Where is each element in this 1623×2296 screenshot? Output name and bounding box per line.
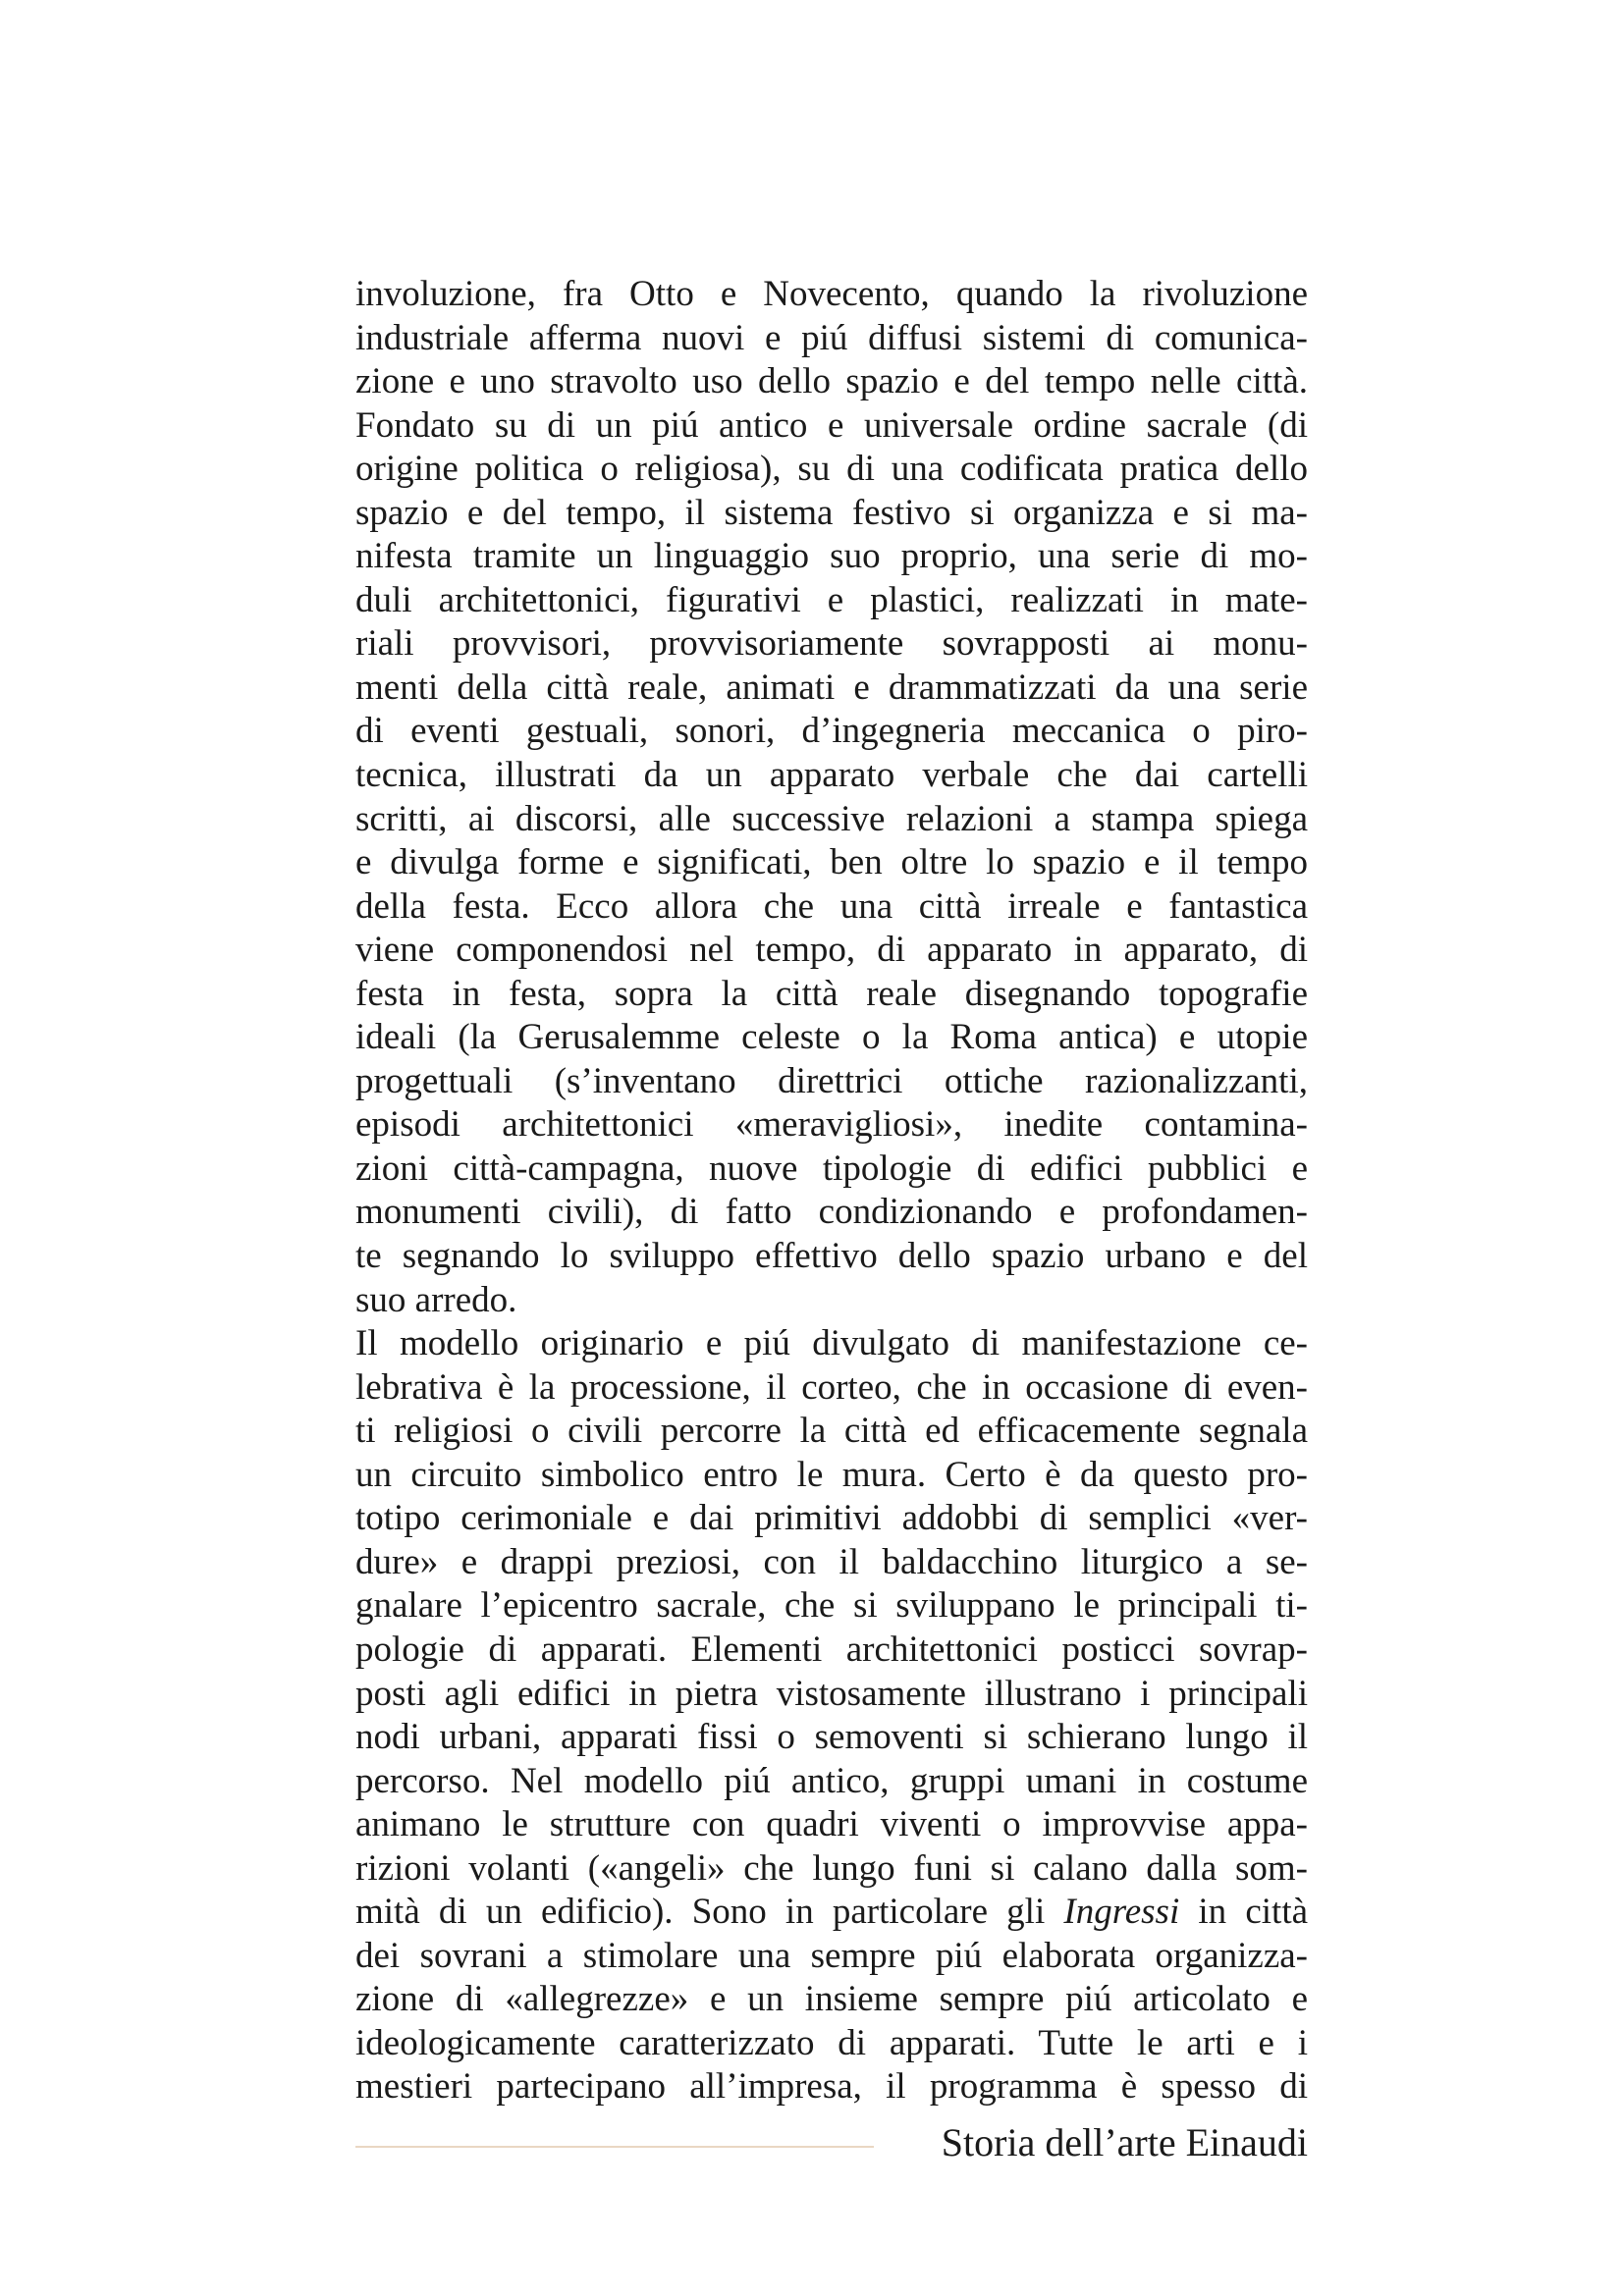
italic-term: Ingressi — [1063, 1892, 1180, 1933]
text-line: gnalare l’epicentro sacrale, che si sviluppano le principali ti- — [355, 1585, 1308, 1627]
text-line: Fondato su di un piú antico e universale ordine sacrale (di — [355, 404, 1308, 446]
text-line: animano le strutture con quadri viventi o improvvise appa- — [355, 1804, 1308, 1845]
text-line: viene componendosi nel tempo, di apparato in apparato, di — [355, 930, 1308, 971]
text-line: industriale afferma nuovi e piú diffusi sistemi di comunica- — [355, 317, 1308, 358]
text-line: e divulga forme e significati, ben oltre lo spazio e il tempo — [355, 842, 1308, 883]
body-text — [355, 273, 1308, 2109]
text-line: ti religiosi o civili percorre la città ed efficacemente segnala — [355, 1411, 1308, 1452]
text-line: zione di «allegrezze» e un insieme sempre piú articolato e — [355, 1979, 1308, 2020]
text-line: menti della città reale, animati e drammatizzati da una serie — [355, 667, 1308, 708]
text-line: spazio e del tempo, il sistema festivo si organizza e si ma- — [355, 492, 1308, 533]
text-line: Il modello originario e piú divulgato di manifestazione ce- — [355, 1323, 1308, 1364]
text-line: festa in festa, sopra la città reale disegnando topografie — [355, 973, 1308, 1014]
line-text: mità di un edificio). Sono in particolare gli — [355, 1892, 1046, 1933]
text-line: posti agli edifici in pietra vistosamente illustrano i principali — [355, 1673, 1308, 1714]
text-line: te segnando lo sviluppo effettivo dello spazio urbano e del — [355, 1236, 1308, 1277]
text-line-with-italic — [355, 1891, 1308, 1935]
text-line: mestieri partecipano all’impresa, il programma è spesso di — [355, 2066, 1308, 2108]
text-line: lebrativa è la processione, il corteo, che in occasione di even- — [355, 1366, 1308, 1408]
text-line: duli architettonici, figurativi e plastici, realizzati in mate- — [355, 579, 1308, 620]
text-line: scritti, ai discorsi, alle successive relazioni a stampa spiega — [355, 798, 1308, 839]
text-line: nifesta tramite un linguaggio suo proprio, una serie di mo- — [355, 536, 1308, 577]
text-line: rizioni volanti («angeli» che lungo funi si calano dalla som- — [355, 1847, 1308, 1889]
line-text: in città — [1198, 1892, 1309, 1933]
text-line: pologie di apparati. Elementi architettonici posticci sovrap- — [355, 1629, 1308, 1670]
text-line: zioni città-campagna, nuove tipologie di edifici pubblici e — [355, 1148, 1308, 1189]
text-line: riali provvisori, provvisoriamente sovrapposti ai monu- — [355, 623, 1308, 665]
footer-rule — [355, 2146, 874, 2148]
text-line: involuzione, fra Otto e Novecento, quando la rivoluzione — [355, 274, 1308, 314]
text-line: totipo cerimoniale e dai primitivi addobbi di semplici «ver- — [355, 1498, 1308, 1539]
text-line: monumenti civili), di fatto condizionando e profondamen- — [355, 1192, 1308, 1233]
text-line: zione e uno stravolto uso dello spazio e del tempo nelle città. — [355, 361, 1308, 402]
text-line: nodi urbani, apparati fissi o semoventi si schierano lungo il — [355, 1717, 1308, 1758]
text-line: un circuito simbolico entro le mura. Certo è da questo pro- — [355, 1454, 1308, 1495]
text-line: origine politica o religiosa), su di una codificata pratica dello — [355, 449, 1308, 490]
text-line: ideologicamente caratterizzato di apparati. Tutte le arti e i — [355, 2022, 1308, 2063]
text-line: di eventi gestuali, sonori, d’ingegneria meccanica o piro- — [355, 711, 1308, 752]
text-line: suo arredo. — [355, 1279, 517, 1320]
text-line: progettuali (s’inventano direttrici ottiche razionalizzanti, — [355, 1060, 1308, 1101]
text-line: ideali (la Gerusalemme celeste o la Roma antica) e utopie — [355, 1017, 1308, 1058]
text-line: dei sovrani a stimolare una sempre piú elaborata organizza- — [355, 1935, 1308, 1976]
text-line: episodi architettonici «meravigliosi», inedite contamina- — [355, 1104, 1308, 1146]
text-line: della festa. Ecco allora che una città irreale e fantastica — [355, 885, 1308, 927]
footer-title: Storia dell’arte Einaudi — [941, 2120, 1308, 2164]
text-line: dure» e drappi preziosi, con il baldacchino liturgico a se- — [355, 1541, 1308, 1582]
text-line: percorso. Nel modello piú antico, gruppi umani in costume — [355, 1760, 1308, 1801]
text-line: tecnica, illustrati da un apparato verbale che dai cartelli — [355, 755, 1308, 796]
